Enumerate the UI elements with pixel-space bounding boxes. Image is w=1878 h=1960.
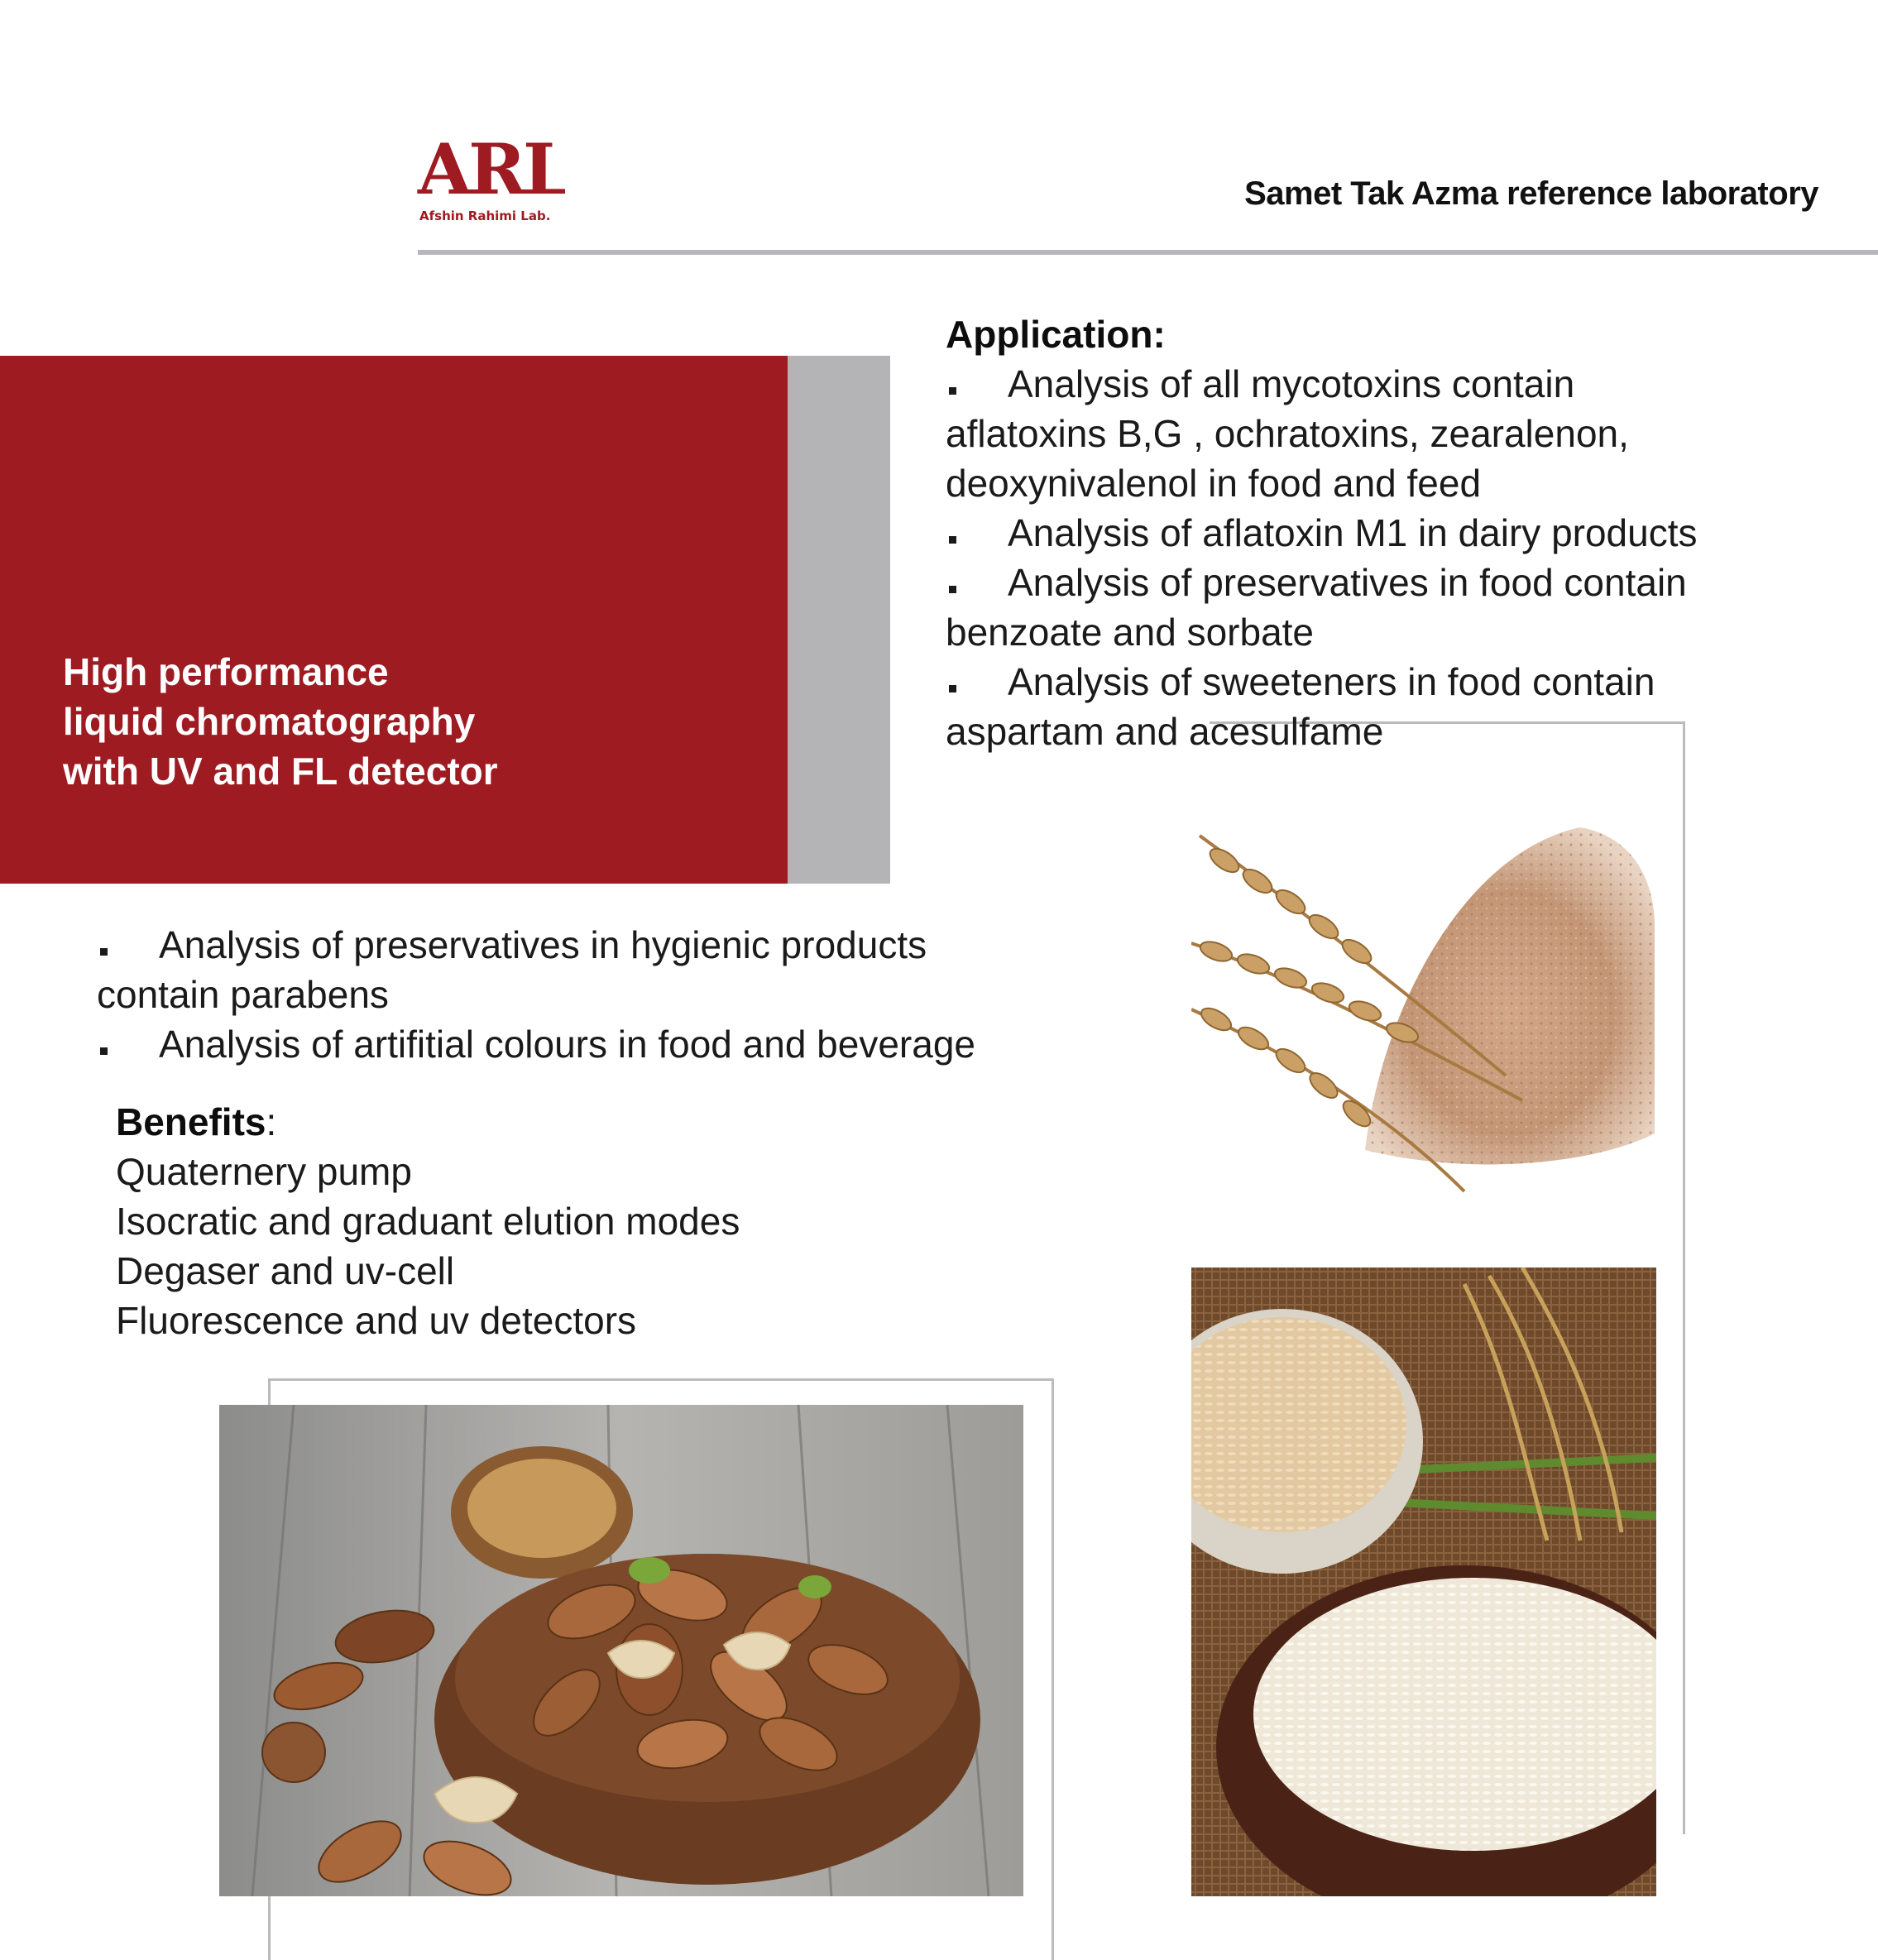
- application-line: Analysis of artifitial colours in food and beverage: [159, 1023, 976, 1066]
- rice-photo: [1191, 1268, 1656, 1896]
- benefits-section: [116, 1097, 740, 1345]
- application-line: Analysis of aflatoxin M1 in dairy products: [1008, 511, 1698, 554]
- banner-title-line: with UV and FL detector: [63, 750, 498, 793]
- application-line: Analysis of preservatives in hygienic products: [159, 923, 927, 966]
- logo-text: ARL: [418, 134, 565, 210]
- logo-subtitle: Afshin Rahimi Lab.: [419, 208, 551, 223]
- application-line: contain parabens: [97, 973, 389, 1016]
- benefit-item: Fluorescence and uv detectors: [116, 1299, 637, 1342]
- lab-title: Samet Tak Azma reference laboratory: [1244, 175, 1818, 212]
- application-heading: Application:: [946, 313, 1166, 356]
- benefit-item: Degaser and uv-cell: [116, 1249, 455, 1292]
- application-line: Analysis of preservatives in food contain: [1008, 561, 1687, 604]
- header-divider: [418, 250, 1878, 255]
- application-line: aflatoxins B,G , ochratoxins, zearalenon,: [946, 412, 1629, 455]
- application-section: [946, 309, 1698, 756]
- title-banner: [0, 356, 788, 884]
- banner-title-line: liquid chromatography: [63, 700, 476, 743]
- benefit-item: Isocratic and graduant elution modes: [116, 1200, 740, 1243]
- application-line: Analysis of all mycotoxins contain: [1008, 362, 1575, 405]
- application-line: Analysis of sweeteners in food contain: [1008, 660, 1655, 703]
- benefits-heading: Benefits:: [116, 1100, 277, 1143]
- company-logo: [416, 134, 565, 225]
- benefit-item: Quaternery pump: [116, 1150, 412, 1193]
- banner-title: [63, 647, 774, 796]
- mixed-nuts-photo: [219, 1405, 1023, 1896]
- application-line: deoxynivalenol in food and feed: [946, 462, 1482, 505]
- application-continued: [97, 920, 975, 1069]
- application-line: benzoate and sorbate: [946, 611, 1315, 654]
- banner-accent: [788, 356, 890, 884]
- application-line: aspartam and acesulfame: [946, 710, 1384, 753]
- banner-title-line: High performance: [63, 650, 389, 693]
- wheat-bran-photo: [1191, 803, 1656, 1249]
